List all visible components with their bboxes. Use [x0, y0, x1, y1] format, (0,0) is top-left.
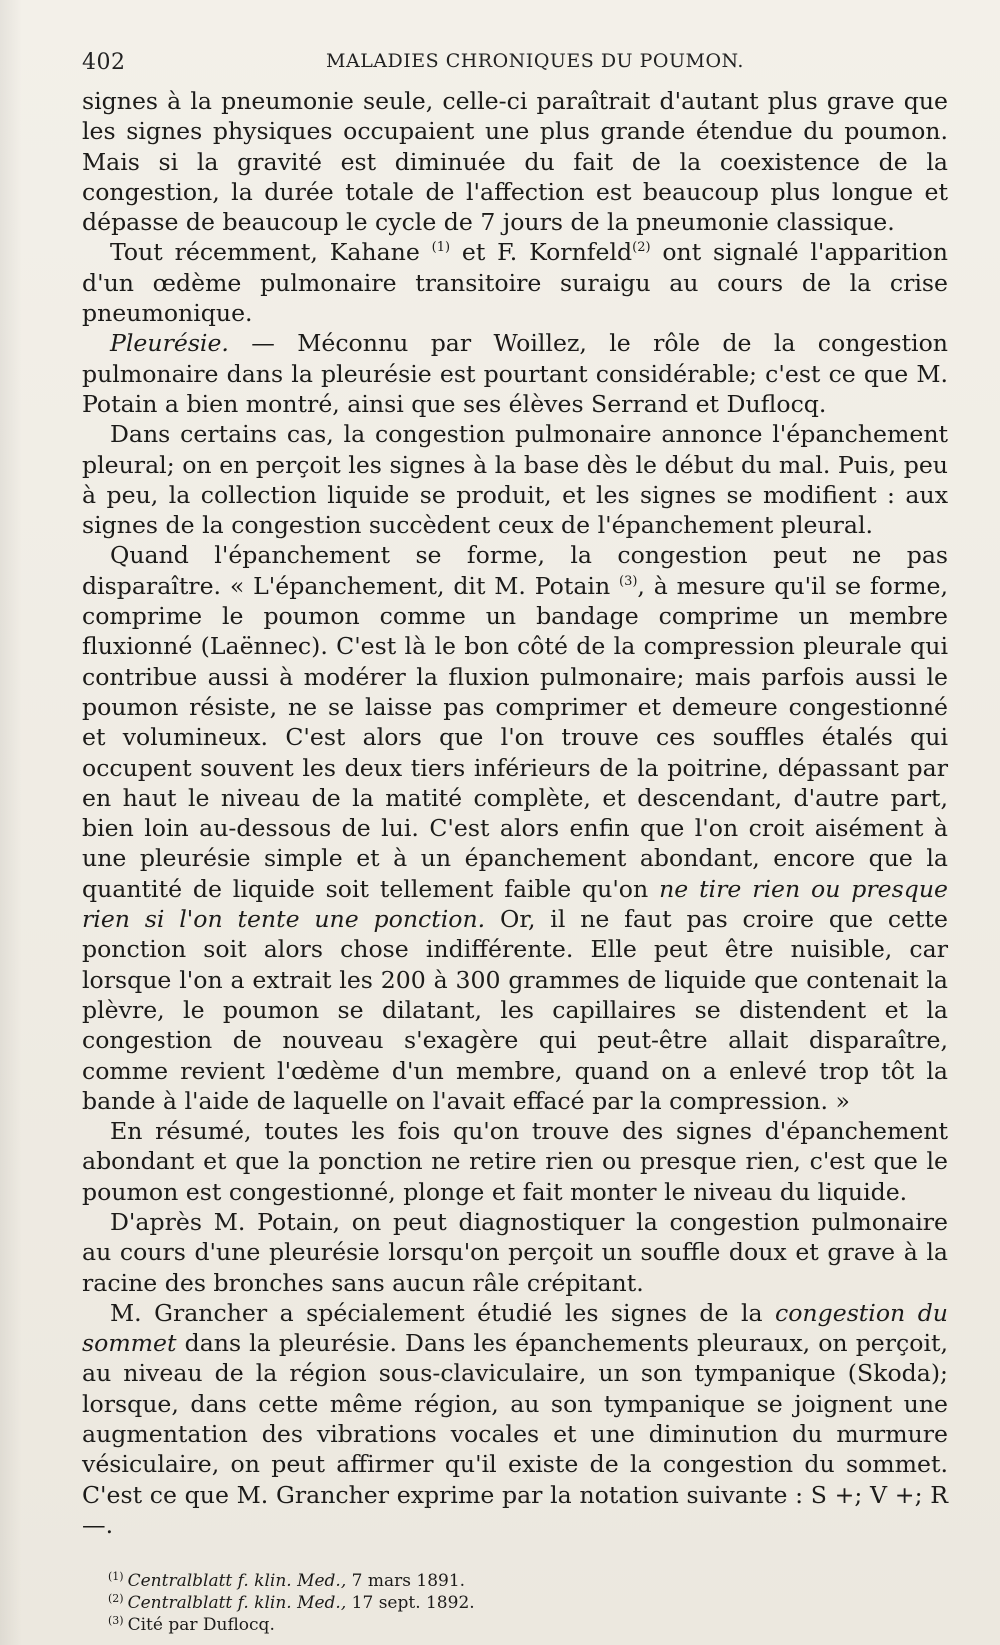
paragraph-text: Dans certains cas, la congestion pulmonaire annonce l'épanchement pleural; on en perçoit les signes à la base dès le début du mal. Puis, peu à peu, la collection liquide se produit, et les signes se modifient : aux signes de la congestion succèdent ceux de l'épanchement pleural.: [82, 420, 948, 540]
footnote-text: Cité par Duflocq.: [127, 1615, 275, 1636]
footnote-source: Centralblatt f. klin. Med.,: [127, 1571, 347, 1592]
paragraph-text: , à mesure qu'il se forme, comprime le poumon comme un bandage comprime un membre fluxionné (Laënnec). C'est là le bon côté de la compression pleurale qui contribue aussi à modérer la fluxion pulmonaire; mais parfois aussi le poumon résiste, ne se laisse pas comprimer et demeure congestionné et volumineux. C'est alors que l'on trouve ces souffles étalés qui occupent souvent les deux tiers inférieurs de la poitrine, dépassant par en haut le niveau de la matité complète, et descendant, d'autre part, bien loin au-dessous de lui. C'est alors enfin que l'on croit aisément à une pleurésie simple et à un épanchement abondant, encore que la quantité de liquide soit tellement faible qu'on: [82, 571, 948, 903]
paragraph-3: [82, 328, 948, 419]
footnote-2: [108, 1592, 948, 1614]
footnote-mark: (3): [108, 1613, 124, 1627]
paragraph-text: signes à la pneumonie seule, celle-ci paraîtrait d'autant plus grave que les signes physiques occupaient une plus grande étendue du poumon. Mais si la gravité est diminuée du fait de la coexistence de la congestion, la durée totale de l'affection est beaucoup plus longue et dépasse de beaucoup le cycle de 7 jours de la pneumonie classique.: [82, 87, 948, 237]
paragraph-text: — Méconnu par Woillez, le rôle de la congestion pulmonaire dans la pleurésie est pourtant considérable; c'est ce que M. Potain a bien montré, ainsi que ses élèves Serrand et Duflocq.: [82, 329, 948, 418]
paragraph-text: Quand l'épanchement se forme, la congestion peut ne pas disparaître. « L'épanchement, dit M. Potain: [82, 541, 948, 600]
paragraph-1: [82, 86, 948, 237]
footnote-3: [108, 1614, 948, 1636]
footnote-text: 17 sept. 1892.: [346, 1593, 475, 1614]
running-title: MALADIES CHRONIQUES DU POUMON.: [326, 50, 744, 72]
section-heading-pleuresie: Pleurésie.: [110, 329, 229, 358]
paragraph-text: ont signalé l'apparition d'un œdème pulmonaire transitoire suraigu au cours de la crise pneumonique.: [82, 238, 948, 328]
paragraph-text: En résumé, toutes les fois qu'on trouve des signes d'épanchement abondant et que la ponction ne retire rien ou presque rien, c'est que le poumon est congestionné, plonge et fait monter le niveau du liquide.: [82, 1117, 948, 1206]
footnote-source: Centralblatt f. klin. Med.,: [127, 1593, 347, 1614]
body-text: [82, 86, 948, 1540]
emphasis-text: ne tire rien ou presque rien si l'on tente une ponction.: [82, 874, 948, 934]
emphasis-text: congestion du sommet: [82, 1298, 948, 1358]
footnote-mark: (2): [108, 1591, 124, 1605]
paragraph-text: M. Grancher a spécialement étudié les signes de la: [110, 1298, 776, 1327]
paragraph-text: D'après M. Potain, on peut diagnostiquer la congestion pulmonaire au cours d'une pleurésie lorsqu'on perçoit un souffle doux et grave à la racine des bronches sans aucun râle crépitant.: [82, 1207, 948, 1297]
paragraph-7: [82, 1207, 948, 1298]
footnote-ref-3[interactable]: (3): [619, 573, 638, 589]
paragraph-4: [82, 419, 948, 540]
footnote-mark: (1): [108, 1569, 124, 1583]
paragraph-text: Tout récemment, Kahane: [110, 238, 432, 267]
paragraph-2: [82, 237, 948, 328]
page-number: 402: [82, 50, 126, 75]
paragraph-8: [82, 1298, 948, 1540]
footnotes: [82, 1570, 948, 1636]
running-head: [82, 46, 948, 80]
paragraph-text: et F. Kornfeld: [450, 238, 633, 267]
footnote-text: 7 mars 1891.: [346, 1571, 466, 1592]
footnote-1: [108, 1570, 948, 1592]
paragraph-text: Or, il ne faut pas croire que cette ponction soit alors chose indifférente. Elle peut être nuisible, car lorsque l'on a extrait les 200 à 300 grammes de liquide que contenait la plèvre, le poumon se dilatant, les capillaires se distendent et la congestion de nouveau s'exagère qui peut-être allait disparaître, comme revient l'œdème d'un membre, quand on a enlevé trop tôt la bande à l'aide de laquelle on l'avait effacé par la compression. »: [82, 905, 948, 1115]
paragraph-6: [82, 1116, 948, 1207]
footnote-ref-1[interactable]: (1): [431, 240, 451, 256]
paragraph-text: dans la pleurésie. Dans les épanchements pleuraux, on perçoit, au niveau de la région sous-claviculaire, un son tympanique (Skoda); lorsque, dans cette même région, au son tympanique se joignent une augmentation des vibrations vocales et une diminution du murmure vésiculaire, on peut affirmer qu'il existe de la congestion du sommet. C'est ce que M. Grancher exprime par la notation suivante : S +; V +; R —.: [82, 1329, 948, 1539]
footnote-ref-2[interactable]: (2): [632, 240, 651, 256]
paragraph-5: [82, 540, 948, 1116]
